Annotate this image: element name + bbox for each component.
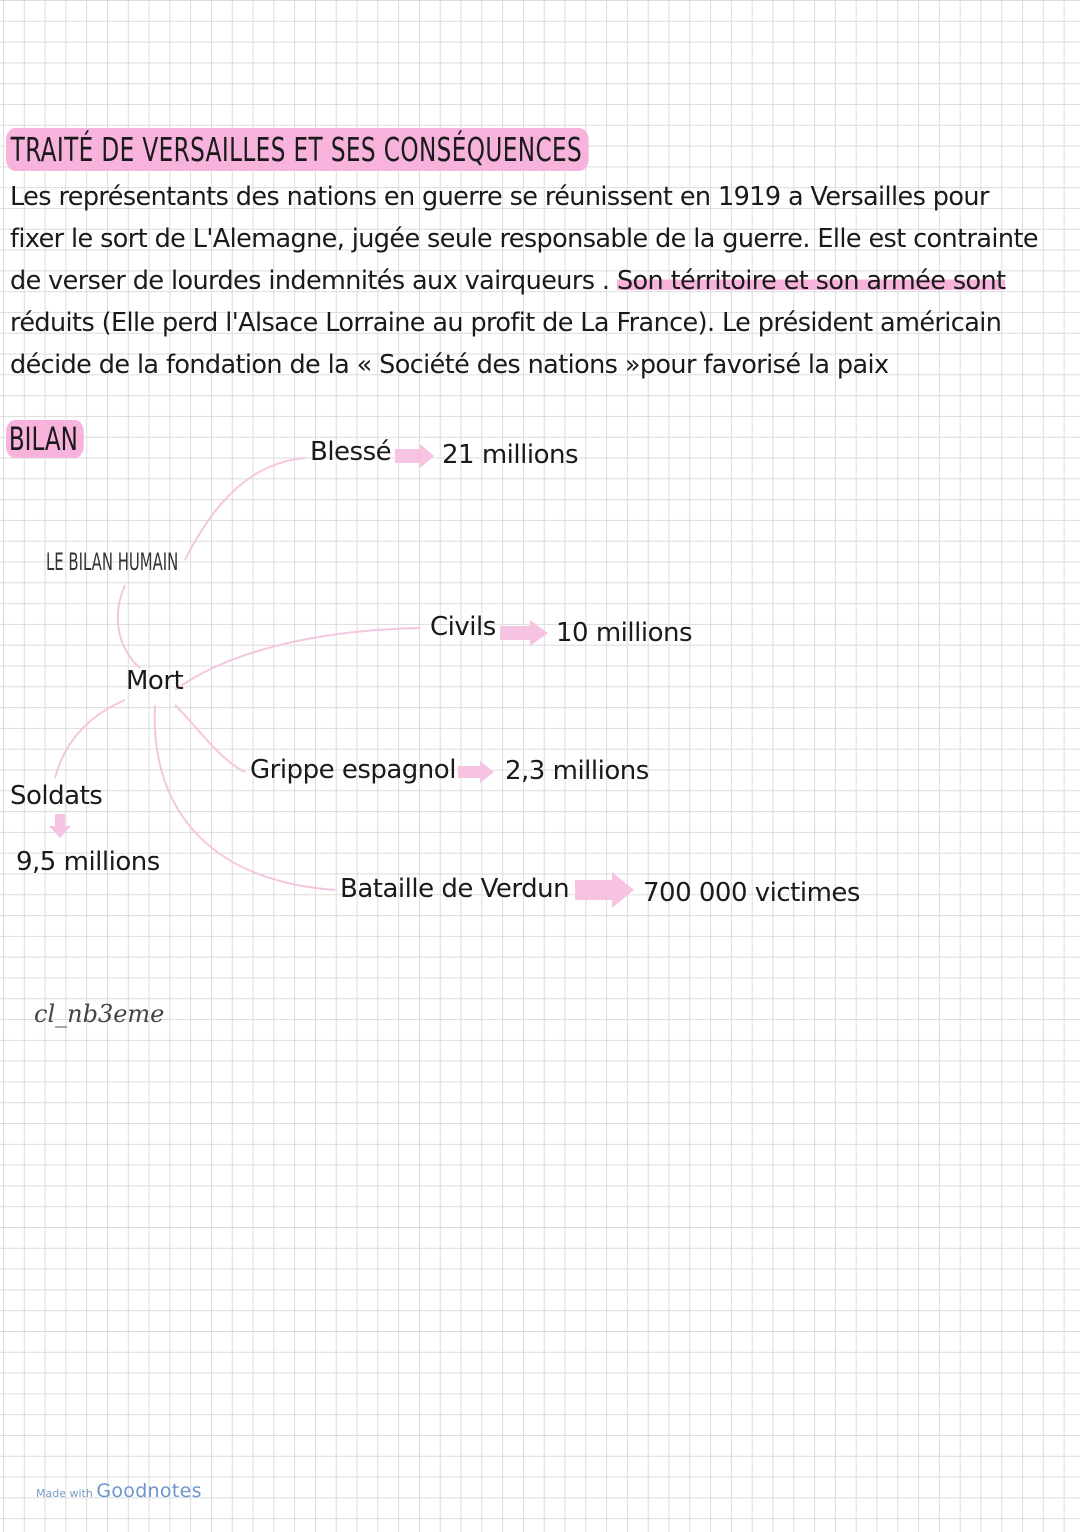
- connector-center-mort: [118, 585, 140, 668]
- connector-blesse: [185, 458, 305, 560]
- bilan-heading: BILAN: [6, 420, 84, 458]
- verdun-label: Bataille de Verdun: [340, 874, 570, 904]
- soldats-label: Soldats: [10, 781, 103, 811]
- connector-grippe: [175, 705, 245, 772]
- mindmap-center: LE BILAN HUMAIN: [46, 548, 179, 576]
- grippe-value: 2,3 millions: [505, 756, 649, 786]
- grippe-label: Grippe espagnol: [250, 755, 456, 785]
- blesse-label: Blessé: [310, 437, 392, 467]
- connector-soldats: [55, 700, 125, 778]
- civils-value: 10 millions: [556, 618, 693, 648]
- mort-label: Mort: [126, 666, 184, 696]
- paragraph-line-2: fixer le sort de L'Alemagne, jugée seule responsable de la guerre. Elle est contrainte: [10, 224, 1038, 254]
- treaty-paragraph: [10, 176, 1070, 386]
- highlighted-phrase: Son térritoire et son armée sont: [616, 266, 1006, 296]
- arrow-verdun: [575, 872, 634, 908]
- connector-verdun: [155, 705, 335, 890]
- paragraph-line-3a: de verser de lourdes indemnités aux vairqueurs .: [10, 266, 617, 296]
- paragraph-line-4: réduits (Elle perd l'Alsace Lorraine au profit de La France). Le président américain: [10, 308, 1002, 338]
- made-with-text: Made with: [36, 1487, 93, 1500]
- page-title: TRAITÉ DE VERSAILLES ET SES CONSÉQUENCES: [6, 128, 588, 171]
- arrow-soldats: [49, 814, 71, 838]
- civils-label: Civils: [430, 612, 496, 642]
- blesse-value: 21 millions: [442, 440, 579, 470]
- goodnotes-brand: Goodnotes: [96, 1480, 202, 1502]
- arrow-grippe: [458, 761, 494, 783]
- paragraph-line-3: [10, 260, 1070, 302]
- connector-civils: [175, 628, 420, 690]
- goodnotes-watermark: [36, 1480, 202, 1502]
- author-signature: cl_nb3eme: [34, 1000, 165, 1028]
- verdun-value: 700 000 victimes: [643, 878, 860, 908]
- soldats-value: 9,5 millions: [16, 847, 160, 877]
- paragraph-line-1: Les représentants des nations en guerre se réunissent en 1919 a Versailles pour: [10, 182, 989, 212]
- paragraph-line-5: décide de la fondation de la « Société des nations »pour favorisé la paix: [10, 350, 889, 380]
- arrow-civils: [500, 620, 548, 646]
- arrow-blesse: [395, 444, 434, 468]
